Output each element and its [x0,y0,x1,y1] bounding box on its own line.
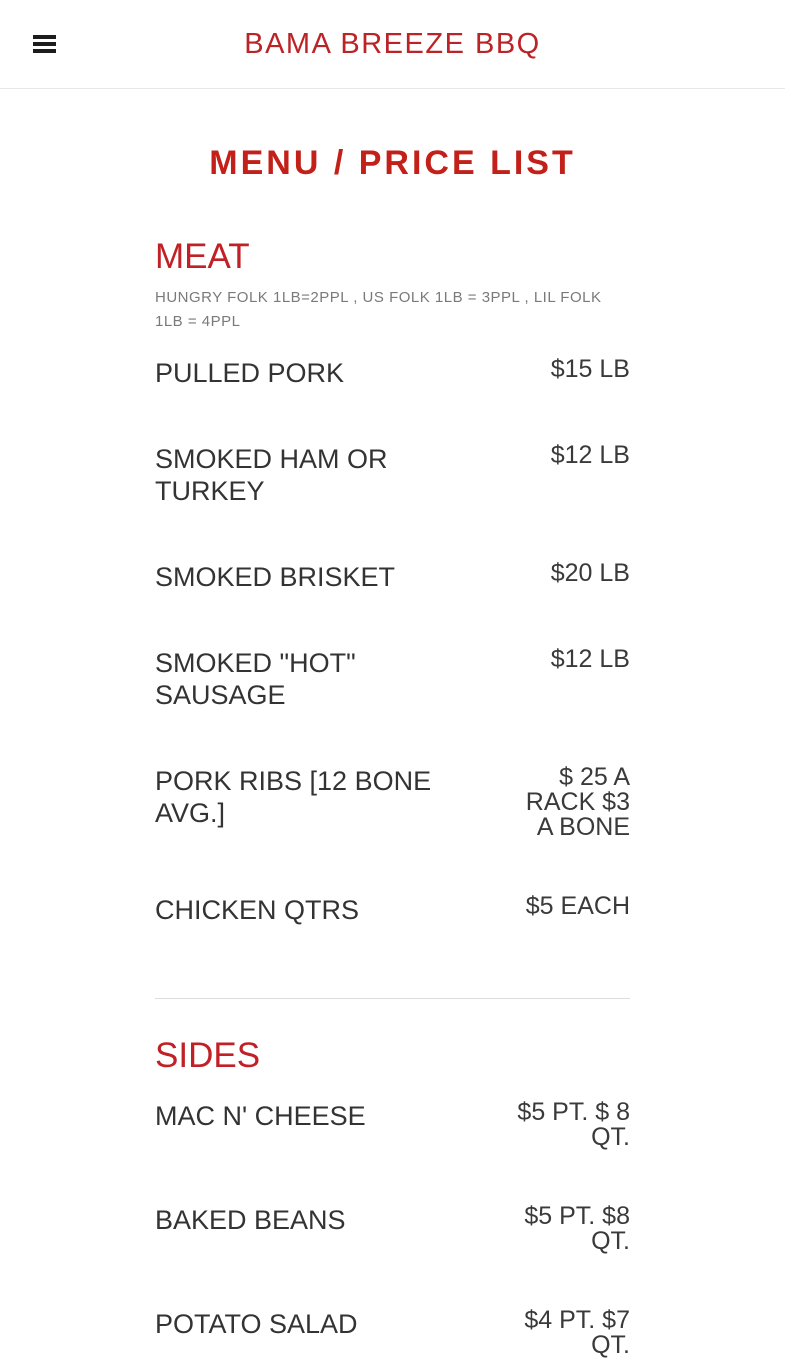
page-title: MENU / PRICE LIST [209,144,576,182]
item-name: PORK RIBS [12 BONE AVG.] [155,766,432,828]
item-price: $ 25 A RACK $3 A BONE [525,763,630,841]
menu-page [155,89,630,1358]
item-name: SMOKED HAM OR TURKEY [155,444,388,506]
item-name: POTATO SALAD [155,1309,358,1339]
menu-section [155,1035,630,1358]
item-price: $12 LB [550,645,630,673]
site-title-link[interactable]: BAMA BREEZE BBQ [244,27,541,60]
menu-item-row [155,561,630,593]
item-name: CHICKEN QTRS [155,895,360,925]
hamburger-menu-button[interactable] [33,35,56,53]
menu-item-row [155,1204,630,1254]
section-heading: SIDES [155,1036,261,1075]
item-price: $5 PT. $ 8 QT. [517,1098,630,1151]
menu-item-row [155,765,630,840]
item-price: $20 LB [550,559,630,587]
menu-section [155,236,630,926]
menu-item-row [155,443,630,507]
item-name: SMOKED "HOT" SAUSAGE [155,648,356,710]
section-divider [155,998,630,999]
menu-item-row [155,894,630,926]
item-price: $5 PT. $8 QT. [524,1202,630,1255]
menu-item-row [155,1100,630,1150]
item-name: SMOKED BRISKET [155,562,396,592]
item-list [155,1100,630,1358]
item-name: MAC N' CHEESE [155,1101,366,1131]
section-heading: MEAT [155,237,250,276]
menu-item-row [155,647,630,711]
item-name: PULLED PORK [155,358,345,388]
item-price: $4 PT. $7 QT. [524,1306,630,1359]
item-price: $5 EACH [525,892,630,920]
section-description: HUNGRY FOLK 1LB=2PPL , US FOLK 1LB = 3PPL , LIL FOLK 1LB = 4PPL [155,289,602,330]
item-price: $12 LB [550,441,630,469]
menu-item-row [155,357,630,389]
item-list [155,357,630,926]
menu-item-row [155,1308,630,1358]
menu-sections [155,236,630,1358]
item-name: BAKED BEANS [155,1205,346,1235]
item-price: $15 LB [550,355,630,383]
app-header [0,0,785,89]
